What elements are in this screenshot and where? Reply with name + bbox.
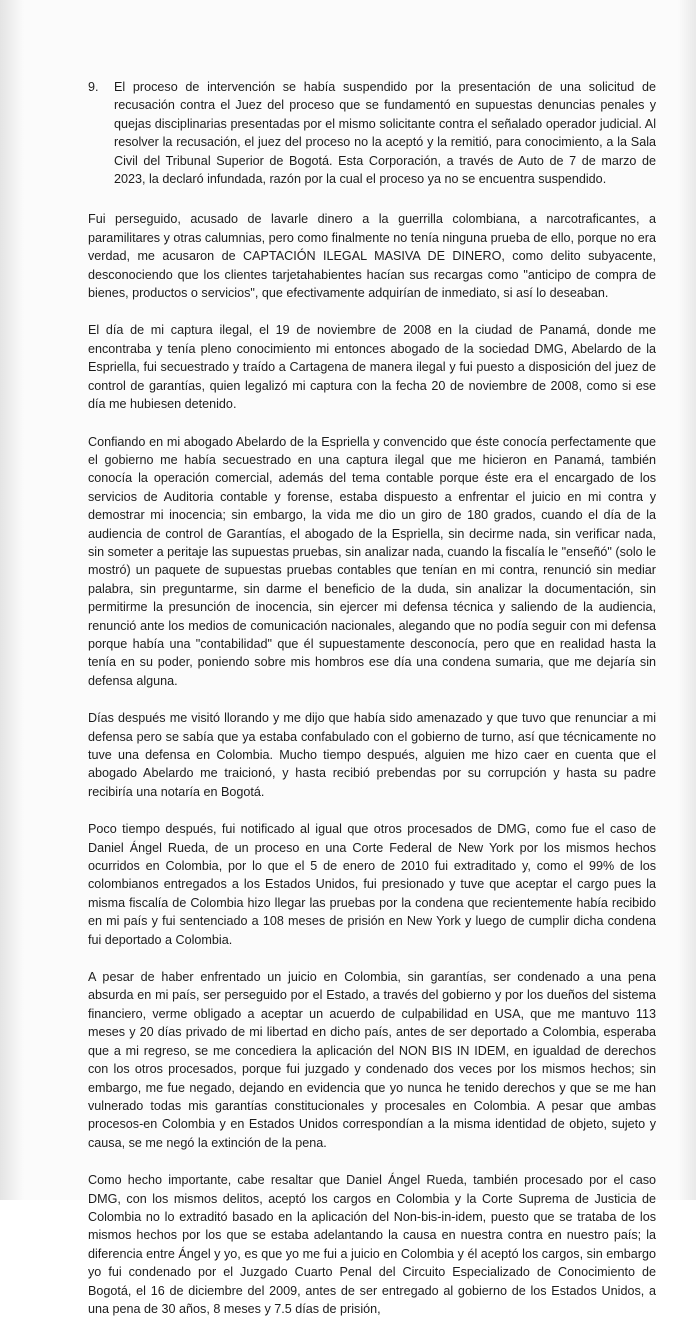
paragraph-daniel-angel-rueda: Como hecho importante, cabe resaltar que Daniel Ángel Rueda, también procesado por el caso DMG, con los mismos delitos, aceptó los cargos en Colombia y la Corte Suprema de Justicia de Colombia no lo extraditó basado en la aplicación del Non-bis-in-idem, puesto que se trataba de los mismos hechos por los que se estaba adelantando la causa en nuestra contra en nuestro país; la diferencia entre Ángel y yo, es que yo me fui a juicio en Colombia y él aceptó los cargos, sin embargo yo fui condenado por el Juzgado Cuarto Penal del Circuito Especializado de Conocimiento de Bogotá, el 16 de diciembre del 2009, antes de ser entregado al gobierno de los Estados Unidos, a una pena de 30 años, 8 meses y 7.5 días de prisión, (88, 1173, 656, 1316)
paragraph-non-bis-in-idem: A pesar de haber enfrentado un juicio en Colombia, sin garantías, ser condenado a una pena absurda en mi país, ser perseguido por el Estado, a través del gobierno y por los dueños del sistema financiero, verme obligado a aceptar un acuerdo de culpabilidad en USA, que me mantuvo 113 meses y 20 días privado de mi libertad en dicho país, antes de ser deportado a Colombia, esperaba que a mi regreso, se me concediera la aplicación del NON BIS IN IDEM, en igualdad de derechos con los otros procesados, porque fui juzgado y condenado dos veces por los mismos hechos; sin embargo, me fue negado, dejando en evidencia que yo nunca he tenido derechos y que se me han vulnerado todas mis garantías constitucionales y procesales en Colombia. A pesar que ambas procesos-en Colombia y en Estados Unidos correspondían a la misma identidad de objeto, sujeto y causa, se me negó la extinción de la pena. (88, 970, 656, 1150)
numbered-paragraph-9 (88, 78, 656, 188)
paragraph-number: 9. (88, 80, 99, 94)
paragraph-text: El proceso de intervención se había suspendido por la presentación de una solicitud de recusación contra el Juez del proceso que se fundamentó en supuestas denuncias penales y quejas disciplinarias presentadas por el mismo solicitante contra el señalado operador judicial. Al resolver la recusación, el juez del proceso no la aceptó y la remitió, para conocimiento, a la Sala Civil del Tribunal Superior de Bogotá. Esta Corporación, a través de Auto de 7 de marzo de 2023, la declaró infundada, razón por la cual el proceso ya no se encuentra suspendido. (114, 80, 656, 187)
paragraph-persecution: Fui perseguido, acusado de lavarle dinero a la guerrilla colombiana, a narcotraficantes, a paramilitares y otras calumnias, pero como finalmente no tenía ninguna prueba de ello, porque no era verdad, me acusaron de CAPTACIÓN ILEGAL MASIVA DE DINERO, como delito subyacente, desconociendo que los clientes tarjetahabientes hacían sus recargas como "anticipo de compra de bienes, productos o servicios", que efectivamente adquirían de inmediato, si así lo deseaban. (88, 212, 656, 301)
paragraph-capture: El día de mi captura ilegal, el 19 de noviembre de 2008 en la ciudad de Panamá, donde me encontraba y tenía pleno conocimiento mi entonces abogado de la sociedad DMG, Abelardo de la Espriella, fui secuestrado y traído a Cartagena de manera ilegal y fui puesto a disposición del juez de control de garantías, quien legalizó mi captura con la fecha 20 de noviembre de 2008, como si ese día me hubiesen detenido. (88, 323, 656, 412)
paragraph-extradition: Poco tiempo después, fui notificado al igual que otros procesados de DMG, como fue el caso de Daniel Ángel Rueda, de un proceso en una Corte Federal de New York por los mismos hechos ocurridos en Colombia, por lo que el 5 de enero de 2010 fui extraditado y, como el 99% de los colombianos entregados a los Estados Unidos, fui presionado y tuve que aceptar el cargo pues la misma fiscalía de Colombia hizo llegar las pruebas por la condena que recientemente había recibido en mi país y fui sentenciado a 108 meses de prisión en New York y luego de cumplir dicha condena fui deportado a Colombia. (88, 822, 656, 947)
paragraph-betrayal: Días después me visitó llorando y me dijo que había sido amenazado y que tuvo que renunciar a mi defensa pero se sabía que ya estaba confabulado con el gobierno de turno, así que técnicamente no tuve una defensa en Colombia. Mucho tiempo después, alguien me hizo caer en cuenta que el abogado Abelardo me traicionó, y hasta recibió prebendas por su corrupción y hasta su padre recibiría una notaría en Bogotá. (88, 711, 656, 799)
paragraph-lawyer-resignation: Confiando en mi abogado Abelardo de la Espriella y convencido que éste conocía perfectamente que el gobierno me había secuestrado en una captura ilegal que me hicieron en Panamá, también conocía la operación comercial, además del tema contable porque éste era el encargado de los servicios de Auditoria contable y forense, estaba dispuesto a enfrentar el juicio en mi contra y demostrar mi inocencia; sin embargo, la vida me dio un giro de 180 grados, cuando el día de la audiencia de control de Garantías, el abogado de la Espriella, sin decirme nada, sin verificar nada, sin someter a peritaje las supuestas pruebas, sin analizar nada, cuando la fiscalía le "enseñó" (solo le mostró) un paquete de supuestas pruebas contables que tenían en mi contra, renunció sin mediar palabra, sin preguntarme, sin darme el beneficio de la duda, sin analizar la documentación, sin permitirme la presunción de inocencia, sin ejercer mi defensa técnica y saliendo de la audiencia, renunció ante los medios de comunicación nacionales, alegando que no podía seguir con mi defensa porque había una "contabilidad" que él supuestamente desconocía, pero que en realidad hasta la tenía en su poder, poniendo sobre mis hombros ese día una condena sumaria, que me dejaría sin defensa alguna. (88, 434, 656, 688)
